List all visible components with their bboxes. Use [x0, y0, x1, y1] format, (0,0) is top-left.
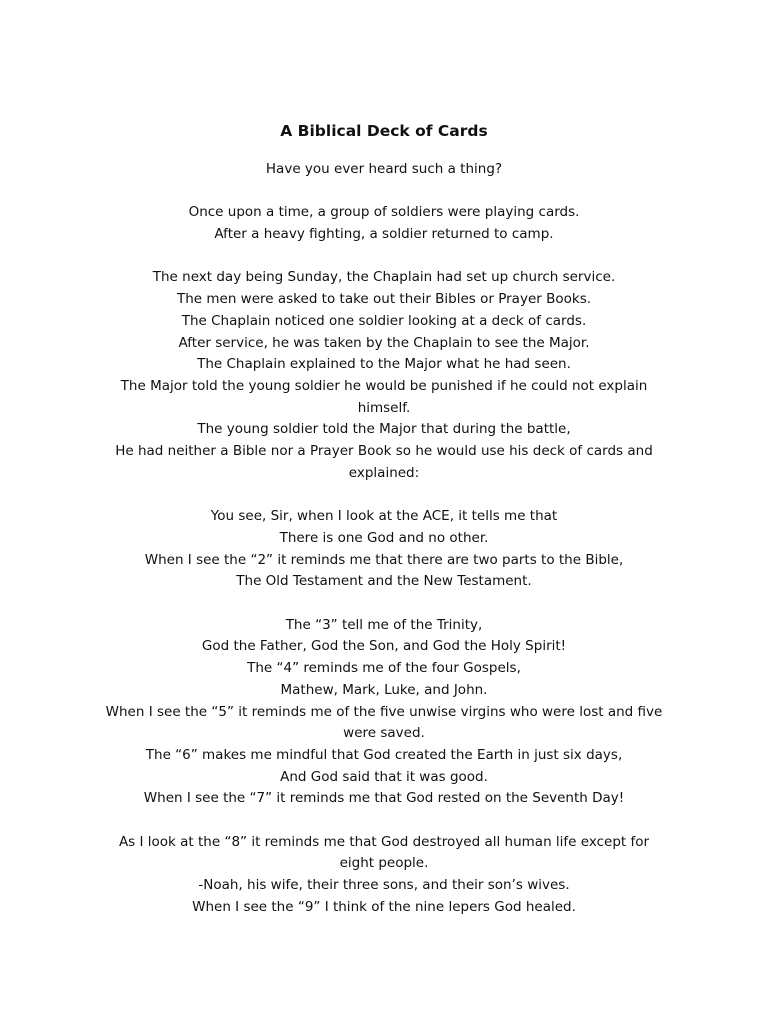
text-line: He had neither a Bible nor a Prayer Book so he would use his deck of cards and explained: — [115, 443, 653, 481]
text-line: -Noah, his wife, their three sons, and their son’s wives. — [198, 877, 570, 894]
text-line: As I look at the “8” it reminds me that God destroyed all human life except for eight people. — [118, 833, 650, 872]
paragraph-three-to-seven — [100, 615, 668, 810]
paragraph-ace-two — [100, 506, 668, 593]
text-line: The young soldier told the Major that during the battle, — [197, 421, 571, 438]
text-line: God the Father, God the Son, and God the Holy Spirit! — [201, 638, 567, 655]
text-line: The men were asked to take out their Bibles or Prayer Books. — [176, 291, 592, 308]
paragraph-eight-nine — [100, 832, 668, 919]
text-line: The Chaplain explained to the Major what he had seen. — [197, 356, 571, 373]
text-line: After a heavy fighting, a soldier returned to camp. — [214, 226, 554, 243]
text-line: Have you ever heard such a thing? — [265, 161, 503, 177]
paragraph-chaplain — [100, 267, 668, 484]
text-line: When I see the “7” it reminds me that God rested on the Seventh Day! — [143, 790, 625, 807]
text-line: The Old Testament and the New Testament. — [236, 573, 532, 590]
document-title: A Biblical Deck of Cards — [280, 122, 488, 140]
text-line: The Major told the young soldier he would be punished if he could not explain himself. — [120, 378, 648, 416]
paragraph-story-opening — [100, 202, 668, 245]
text-line: The “3” tell me of the Trinity, — [285, 616, 483, 633]
text-line: When I see the “5” it reminds me of the five unwise virgins who were lost and five were saved. — [105, 703, 663, 742]
text-line: Mathew, Mark, Luke, and John. — [280, 681, 488, 698]
text-line: After service, he was taken by the Chaplain to see the Major. — [178, 334, 590, 351]
text-line: You see, Sir, when I look at the ACE, it tells me that — [210, 508, 558, 525]
document-body — [100, 120, 668, 919]
text-line: Once upon a time, a group of soldiers were playing cards. — [188, 204, 580, 221]
text-line: When I see the “9” I think of the nine lepers God healed. — [192, 898, 576, 915]
text-line: There is one God and no other. — [279, 529, 489, 546]
paragraph-intro — [100, 159, 668, 181]
text-line: The “4” reminds me of the four Gospels, — [247, 660, 521, 677]
text-line: The Chaplain noticed one soldier looking at a deck of cards. — [181, 312, 587, 329]
text-line: The “6” makes me mindful that God created the Earth in just six days, — [145, 746, 623, 763]
text-line: And God said that it was good. — [280, 768, 488, 785]
text-line: The next day being Sunday, the Chaplain had set up church service. — [152, 269, 616, 286]
text-line: When I see the “2” it reminds me that there are two parts to the Bible, — [144, 551, 624, 568]
